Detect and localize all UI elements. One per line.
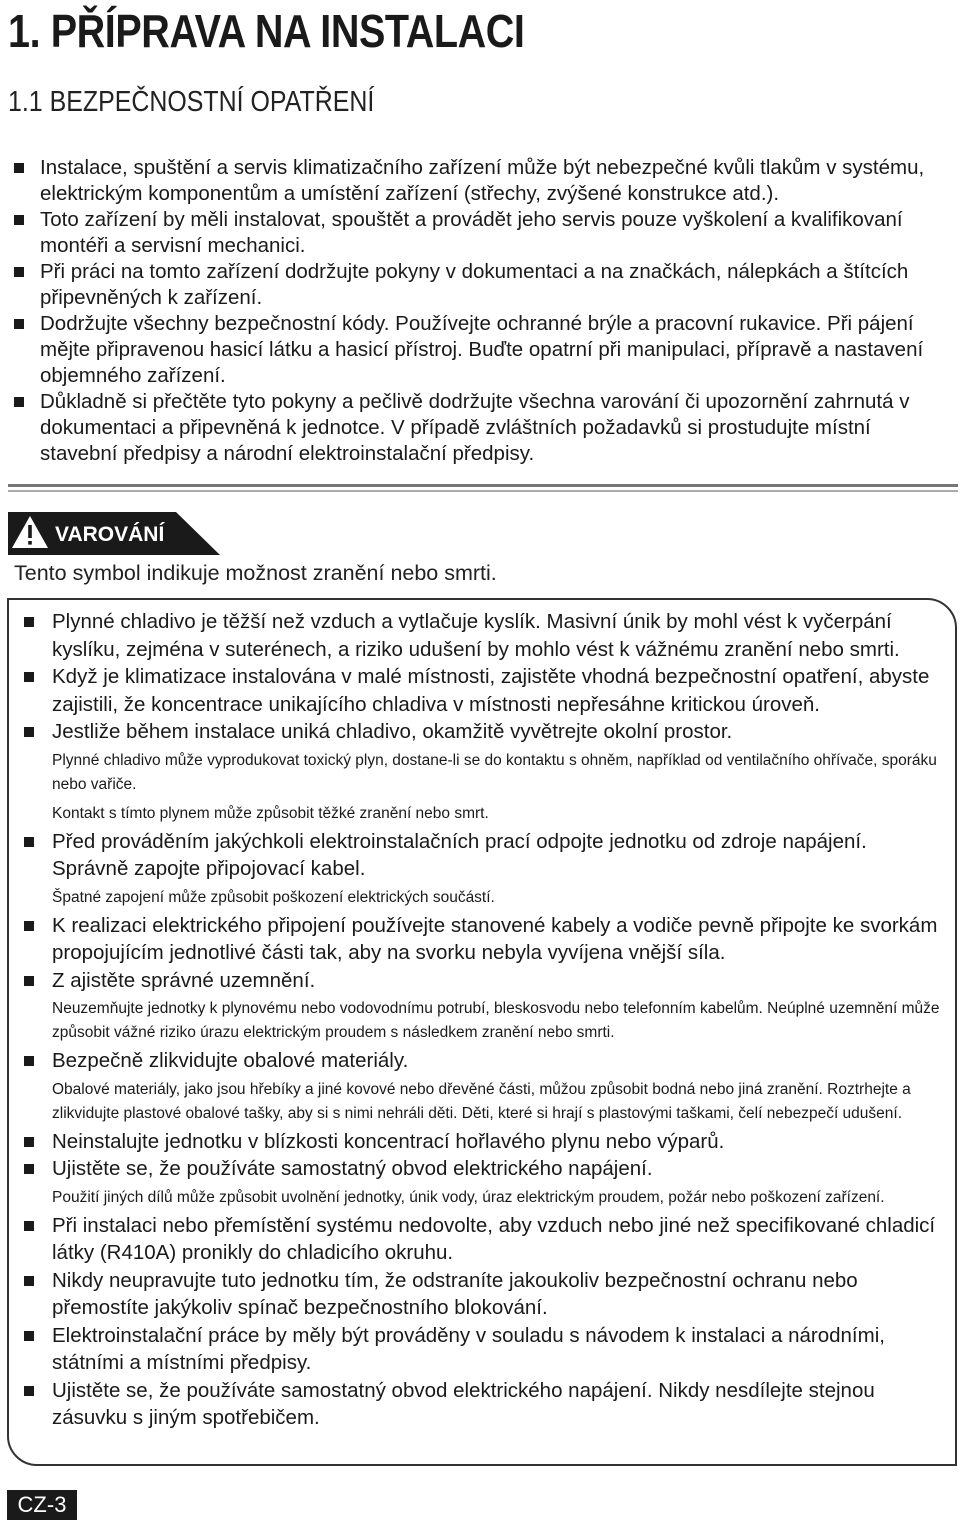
- warning-item-text: Nikdy neupravujte tuto jednotku tím, že odstraníte jakoukoliv bezpečnostní ochranu nebo přemostíte jakýkoliv spínač bezpečnostního blokování.: [52, 1268, 858, 1319]
- warning-item-text: Před prováděním jakýchkoli elektroinstalačních prací odpojte jednotku od zdroje napájení. Správně zapojte připojovací kabel.: [52, 829, 867, 880]
- warning-item: [20, 608, 945, 663]
- warning-item-text: Plynné chladivo může vyprodukovat toxický plyn, dostane-li se do kontaktu s ohněm, například od ventilačního ohřívače, sporáku nebo vařiče.: [52, 751, 937, 793]
- section-title: 1.1 BEZPEČNOSTNÍ OPATŘENÍ: [8, 86, 375, 118]
- warning-item: [20, 1155, 945, 1183]
- square-bullet-icon: [24, 1164, 34, 1174]
- square-bullet-icon: [14, 319, 24, 329]
- warning-note: [20, 799, 945, 828]
- page-title: 1. PŘÍPRAVA NA INSTALACI: [8, 5, 525, 57]
- warning-item-text: Jestliže během instalace uniká chladivo, okamžitě vyvětrejte okolní prostor.: [52, 720, 733, 743]
- warning-item: [20, 1322, 945, 1377]
- warning-description: Tento symbol indikuje možnost zranění nebo smrti.: [14, 561, 497, 585]
- warning-item: [20, 1267, 945, 1322]
- list-item: [10, 207, 940, 259]
- warning-item-text: Z ajistěte správné uzemnění.: [52, 968, 316, 992]
- warning-item-text: Neinstalujte jednotku v blízkosti koncentrací hořlavého plynu nebo výparů.: [52, 1129, 725, 1153]
- divider-top: [8, 484, 958, 487]
- warning-label: VAROVÁNÍ: [55, 523, 165, 546]
- list-item-text: Toto zařízení by měli instalovat, spouštět a provádět jeho servis pouze vyškolení a kvalifikovaní montéři a servisní mechanici.: [40, 208, 903, 257]
- warning-item: [20, 663, 945, 718]
- square-bullet-icon: [24, 727, 34, 737]
- square-bullet-icon: [14, 267, 24, 277]
- warning-item: [20, 912, 945, 967]
- warning-list: [20, 608, 945, 1432]
- warning-item-text: Elektroinstalační práce by měly být prováděny v souladu s návodem k instalaci a národními, státními a místními předpisy.: [52, 1323, 885, 1374]
- warning-item: [20, 1047, 945, 1075]
- warning-note: [20, 994, 945, 1047]
- square-bullet-icon: [14, 163, 24, 173]
- warning-item-text: Obalové materiály, jako jsou hřebíky a jiné kovové nebo dřevěné části, můžou způsobit bodná nebo jiná zranění. Roztrhejte a zlikvidujte plastové obalové tašky, aby si s nimi nehráli děti. Děti, které si hrají s plastovými taškami, čelí nebezpečí udušení.: [52, 1080, 911, 1122]
- square-bullet-icon: [24, 921, 34, 931]
- warning-note: [20, 1075, 945, 1128]
- square-bullet-icon: [24, 1137, 34, 1147]
- square-bullet-icon: [24, 1276, 34, 1286]
- warning-item: [20, 828, 945, 883]
- warning-item-text: Špatné zapojení může způsobit poškození elektrických součástí.: [52, 888, 495, 906]
- warning-item-text: Když je klimatizace instalována v malé místnosti, zajistěte vhodná bezpečnostní opatření, abyste zajistili, že koncentrace unikajícího chladiva v místnosti nepřesáhne kritickou úroveň.: [52, 665, 930, 716]
- warning-item-text: Při instalaci nebo přemístění systému nedovolte, aby vzduch nebo jiné než specifikované chladicí látky (R410A) pronikly do chladicího okruhu.: [52, 1213, 936, 1264]
- warning-item-text: Plynné chladivo je těžší než vzduch a vytlačuje kyslík. Masivní únik by mohl vést k vyčerpání kyslíku, zejména v suterénech, a riziko udušení by mohlo vést k vážnému zranění nebo smrti.: [52, 610, 900, 661]
- list-item: [10, 155, 940, 207]
- warning-item-text: Kontakt s tímto plynem může způsobit těžké zranění nebo smrt.: [52, 804, 489, 822]
- square-bullet-icon: [24, 617, 34, 627]
- warning-item-text: Ujistěte se, že používáte samostatný obvod elektrického napájení.: [52, 1157, 653, 1180]
- square-bullet-icon: [14, 215, 24, 225]
- warning-note: [20, 1183, 945, 1212]
- square-bullet-icon: [24, 1331, 34, 1341]
- intro-list: [10, 155, 940, 467]
- warning-item: [20, 967, 945, 995]
- square-bullet-icon: [14, 397, 24, 407]
- list-item: [10, 259, 940, 311]
- warning-item: [20, 1377, 945, 1432]
- list-item-text: Instalace, spuštění a servis klimatizačního zařízení může být nebezpečné kvůli tlakům v systému, elektrickým komponentům a umístění zařízení (střechy, zvýšené konstrukce atd.).: [40, 156, 925, 205]
- warning-item-text: Neuzemňujte jednotky k plynovému nebo vodovodnímu potrubí, bleskosvodu nebo telefonním kabelům. Neúplné uzemnění může způsobit vážné riziko úrazu elektrickým proudem s následkem zranění nebo smrti.: [52, 1000, 940, 1041]
- square-bullet-icon: [24, 1386, 34, 1396]
- square-bullet-icon: [24, 837, 34, 847]
- list-item: [10, 311, 940, 389]
- square-bullet-icon: [24, 672, 34, 682]
- list-item-text: Důkladně si přečtěte tyto pokyny a pečlivě dodržujte všechna varování či upozornění zahrnutá v dokumentaci a připevněná k jednotce. V případě zvláštních požadavků si prostudujte místní stavební předpisy a národní elektroinstalační předpisy.: [40, 390, 910, 465]
- square-bullet-icon: [24, 976, 34, 986]
- warning-tab: [8, 512, 220, 555]
- warning-item: [20, 1128, 945, 1156]
- warning-item-text: Použití jiných dílů může způsobit uvolnění jednotky, únik vody, úraz elektrickým proudem, požár nebo poškození zařízení.: [52, 1188, 885, 1206]
- page-number: CZ-3: [7, 1490, 77, 1520]
- warning-item-text: Bezpečně zlikvidujte obalové materiály.: [52, 1049, 409, 1072]
- list-item: [10, 389, 940, 467]
- list-item-text: Při práci na tomto zařízení dodržujte pokyny v dokumentaci a na značkách, nálepkách a štítcích připevněných k zařízení.: [40, 260, 909, 309]
- warning-item-text: Ujistěte se, že používáte samostatný obvod elektrického napájení. Nikdy nesdílejte stejnou zásuvku s jiným spotřebičem.: [52, 1378, 875, 1429]
- list-item-text: Dodržujte všechny bezpečnostní kódy. Používejte ochranné brýle a pracovní rukavice. Při pájení mějte připravenou hasicí látku a hasicí přístroj. Buďte opatrní při manipulaci, přípravě a nastavení objemného zařízení.: [40, 312, 924, 387]
- divider-bottom: [8, 490, 958, 492]
- square-bullet-icon: [24, 1056, 34, 1066]
- warning-item: [20, 718, 945, 746]
- square-bullet-icon: [24, 1221, 34, 1231]
- warning-item-text: K realizaci elektrického připojení používejte stanovené kabely a vodiče pevně připojte ke svorkám propojujícím jednotlivé části tak, aby na svorku nebyla vyvíjena vnější síla.: [52, 913, 938, 964]
- warning-note: [20, 746, 945, 799]
- warning-item: [20, 1212, 945, 1267]
- warning-note: [20, 883, 945, 912]
